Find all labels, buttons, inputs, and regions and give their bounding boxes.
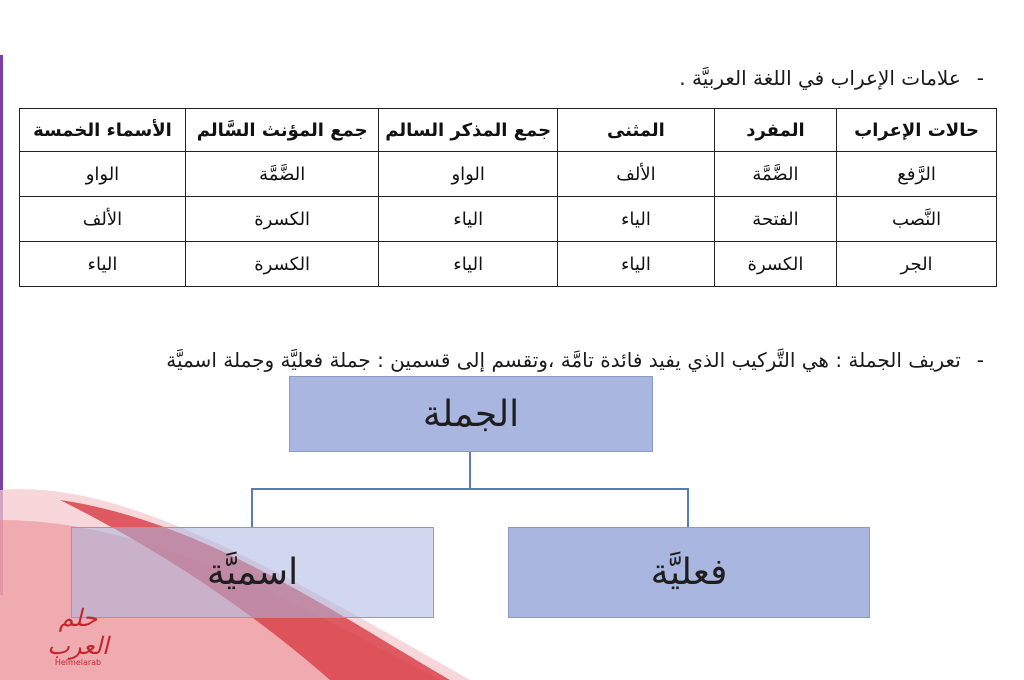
- table-cell: الكسرة: [185, 197, 378, 242]
- header-five-nouns: الأسماء الخمسة: [20, 109, 186, 152]
- table-cell: الياء: [379, 242, 558, 287]
- diagram-root-box: [289, 376, 653, 452]
- diagram-root-label: الجملة: [422, 393, 520, 435]
- table-cell: الألف: [557, 152, 714, 197]
- header-fem-plural: جمع المؤنث السَّالم: [185, 109, 378, 152]
- connector-verbal: [687, 488, 689, 528]
- diagram-verbal-box: [508, 527, 870, 618]
- table-cell: الرَّفع: [837, 152, 997, 197]
- diagram-nominal-label: اسميَّة: [206, 552, 299, 593]
- heading-sentence-definition: [166, 348, 984, 372]
- logo-latin: Helmelarab: [54, 658, 102, 667]
- table-cell: الألف: [20, 197, 186, 242]
- table-cell: الضَّمَّة: [185, 152, 378, 197]
- bullet-dash: -: [976, 348, 984, 372]
- table-cell: الجر: [837, 242, 997, 287]
- table-cell: الياء: [557, 242, 714, 287]
- irab-table: [19, 108, 997, 287]
- table-row: [20, 197, 997, 242]
- header-masc-plural: جمع المذكر السالم: [379, 109, 558, 152]
- header-cases: حالات الإعراب: [837, 109, 997, 152]
- table-row: [20, 152, 997, 197]
- table-cell: النَّصب: [837, 197, 997, 242]
- diagram-verbal-label: فعليَّة: [650, 552, 728, 593]
- table-cell: الياء: [20, 242, 186, 287]
- logo-arabic: حلم العرب: [47, 604, 109, 660]
- table-cell: الضَّمَّة: [714, 152, 836, 197]
- table-cell: الواو: [20, 152, 186, 197]
- bullet-dash: -: [976, 66, 984, 90]
- table-row: [20, 242, 997, 287]
- header-singular: المفرد: [714, 109, 836, 152]
- table-cell: الفتحة: [714, 197, 836, 242]
- heading-irab-marks-text: علامات الإعراب في اللغة العربيَّة .: [679, 66, 961, 90]
- heading-sentence-text: تعريف الجملة : هي التَّركيب الذي يفيد فائدة تامَّة ،وتقسم إلى قسمين : جملة فعليَّة وجملة اسميَّة: [166, 348, 961, 372]
- header-dual: المثنى: [557, 109, 714, 152]
- table-cell: الكسرة: [185, 242, 378, 287]
- table-header-row: [20, 109, 997, 152]
- heading-irab-marks: [679, 66, 984, 90]
- table-cell: الكسرة: [714, 242, 836, 287]
- table-cell: الواو: [379, 152, 558, 197]
- table-cell: الياء: [379, 197, 558, 242]
- site-logo: [26, 604, 130, 667]
- table-cell: الياء: [557, 197, 714, 242]
